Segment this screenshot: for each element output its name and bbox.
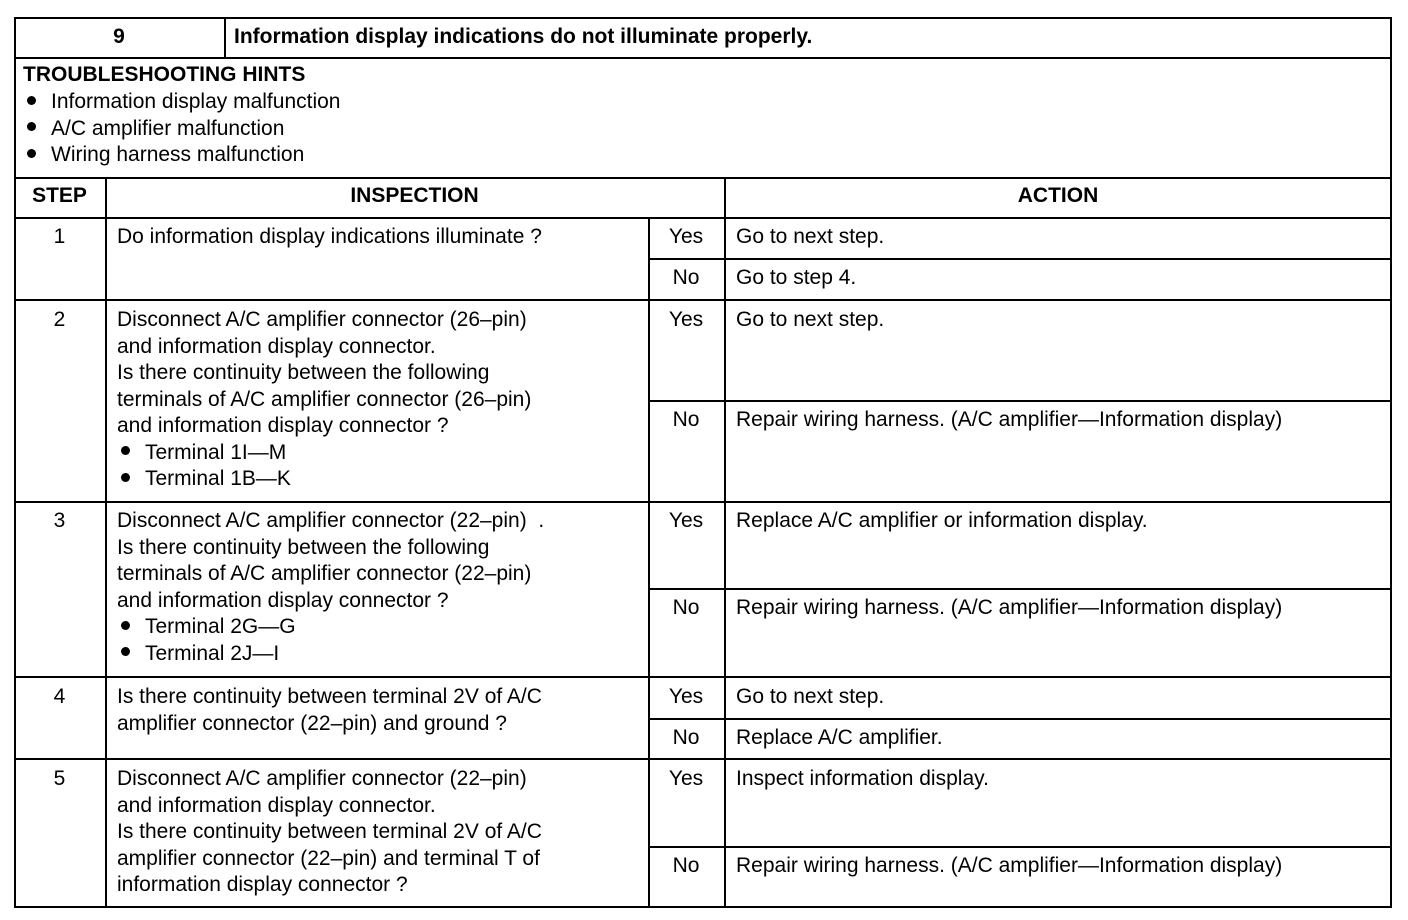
- step-number: 4: [53, 685, 66, 708]
- yes-action: Inspect information display.: [736, 767, 989, 790]
- step-inspection: Disconnect A/C amplifier connector (22–pin) and information display connector. Is there continuity between terminal 2V of A/C amplifier connector (22–pin) and terminal T of information display connector ?: [117, 767, 542, 896]
- hints-list: [27, 89, 340, 169]
- bullet-item: Terminal 2G—G: [117, 614, 544, 641]
- hint-item: A/C amplifier malfunction: [27, 116, 340, 143]
- step-inspection: Disconnect A/C amplifier connector (26–pin) and information display connector. Is there continuity between the following terminals of A/C amplifier connector (26–pin) and information display connector ? Terminal 1I—M Terminal 1B—K: [117, 307, 531, 493]
- bullet-item: Terminal 1I—M: [117, 440, 531, 467]
- rule-step2: [14, 501, 1392, 503]
- no-action: Repair wiring harness. (A/C amplifier—Information display): [736, 596, 1283, 619]
- no-action: Replace A/C amplifier.: [736, 726, 943, 749]
- yes-label: Yes: [668, 225, 704, 248]
- rule-step5-mid: [648, 846, 1392, 848]
- bullet-icon: [121, 473, 130, 482]
- yes-label: Yes: [668, 685, 704, 708]
- yes-label: Yes: [668, 308, 704, 331]
- step-inspection: Do information display indications illuminate ?: [117, 225, 542, 248]
- step-inspection: Disconnect A/C amplifier connector (22–pin) . Is there continuity between the following terminals of A/C amplifier connector (22–pin) and information display connector ? Terminal 2G—G Terminal 2J—I: [117, 508, 544, 667]
- bullet-item: Terminal 1B—K: [117, 466, 531, 493]
- no-label: No: [672, 596, 700, 619]
- no-action: Go to step 4.: [736, 266, 857, 289]
- col-inspection-header: INSPECTION: [350, 184, 479, 207]
- rule-step4: [14, 758, 1392, 760]
- rule-step2-mid: [648, 400, 1392, 402]
- rule-step3: [14, 676, 1392, 678]
- rule-step3-mid: [648, 588, 1392, 590]
- step-number: 3: [53, 509, 66, 532]
- bullet-icon: [121, 621, 130, 630]
- hints-heading: TROUBLESHOOTING HINTS: [23, 63, 306, 86]
- yes-label: Yes: [668, 767, 704, 790]
- bullet-icon: [121, 446, 130, 455]
- step-number: 1: [53, 225, 66, 248]
- rule-step1-mid: [648, 258, 1392, 260]
- no-label: No: [672, 408, 700, 431]
- no-action: Repair wiring harness. (A/C amplifier—Information display): [736, 408, 1283, 431]
- hint-item: Information display malfunction: [27, 89, 340, 116]
- rule-action-col: [724, 177, 726, 908]
- step-number: 2: [53, 308, 66, 331]
- header-number: 9: [113, 25, 125, 48]
- yes-label: Yes: [668, 509, 704, 532]
- hint-item: Wiring harness malfunction: [27, 142, 340, 169]
- rule-hints: [14, 177, 1392, 179]
- bullet-item: Terminal 2J—I: [117, 641, 544, 668]
- yes-action: Go to next step.: [736, 308, 885, 331]
- header-title: Information display indications do not illuminate properly.: [234, 25, 813, 48]
- bullet-icon: [27, 122, 36, 131]
- rule-header-divider: [224, 17, 226, 57]
- rule-columns: [14, 217, 1392, 219]
- col-step-header: STEP: [32, 184, 87, 207]
- no-label: No: [672, 854, 700, 877]
- yes-action: Go to next step.: [736, 685, 885, 708]
- rule-step4-mid: [648, 718, 1392, 720]
- col-action-header: ACTION: [1017, 184, 1099, 207]
- yes-action: Replace A/C amplifier or information display.: [736, 509, 1148, 532]
- step-number: 5: [53, 767, 66, 790]
- no-label: No: [672, 726, 700, 749]
- bullet-icon: [27, 96, 36, 105]
- bullet-icon: [121, 647, 130, 656]
- rule-step-col: [105, 177, 107, 908]
- rule-step1: [14, 299, 1392, 301]
- no-label: No: [672, 266, 700, 289]
- bullet-icon: [27, 149, 36, 158]
- no-action: Repair wiring harness. (A/C amplifier—Information display): [736, 854, 1283, 877]
- rule-header: [14, 57, 1392, 59]
- yes-action: Go to next step.: [736, 225, 885, 248]
- step-inspection: Is there continuity between terminal 2V of A/C amplifier connector (22–pin) and ground ?: [117, 685, 542, 735]
